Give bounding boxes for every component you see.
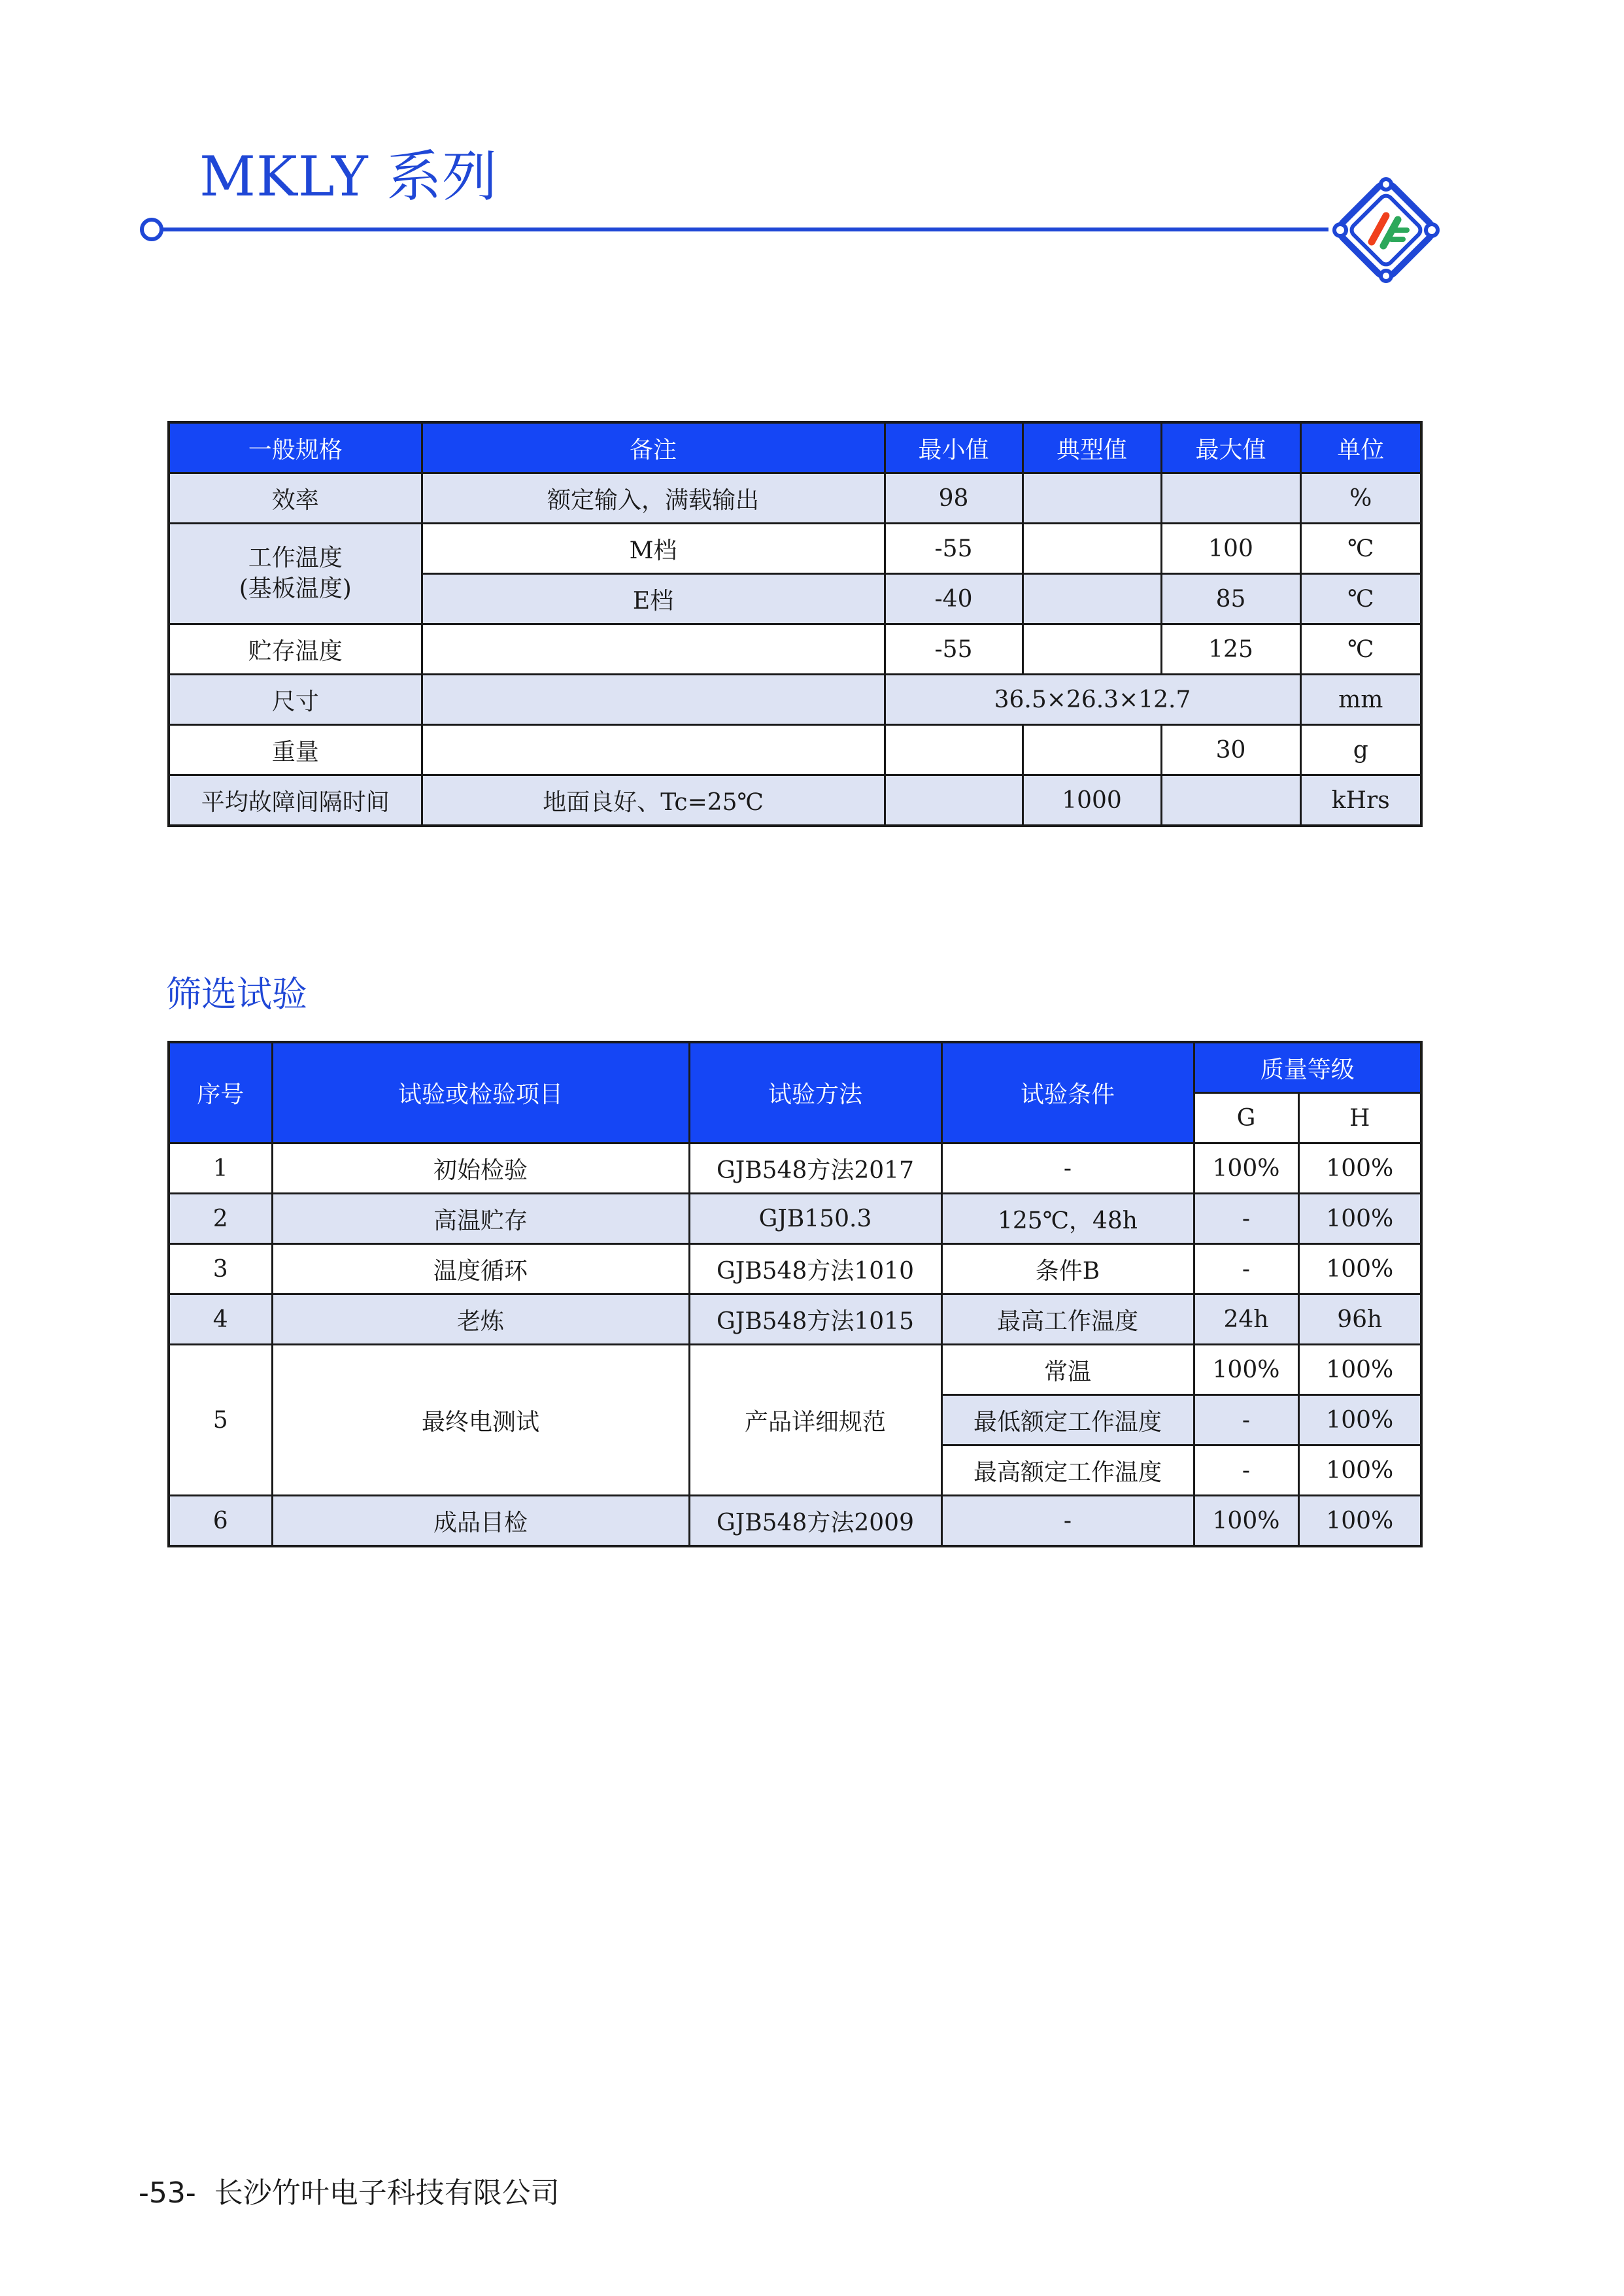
spec-param: 尺寸 <box>169 675 422 725</box>
spec-note <box>422 675 885 725</box>
header-method: 试验方法 <box>689 1042 941 1143</box>
screening-header-row <box>169 1042 1421 1093</box>
method-cell: GJB548方法1015 <box>689 1294 941 1345</box>
item-cell: 初始检验 <box>272 1143 689 1194</box>
spec-row-storage <box>169 624 1421 675</box>
grade-h-cell: 100% <box>1298 1445 1421 1496</box>
seq-cell: 1 <box>169 1143 272 1194</box>
seq-cell: 5 <box>169 1345 272 1496</box>
table-row <box>169 1194 1421 1244</box>
table-row <box>169 1244 1421 1294</box>
seq-cell: 2 <box>169 1194 272 1244</box>
spec-typ <box>1023 725 1161 775</box>
item-cell: 温度循环 <box>272 1244 689 1294</box>
condition-cell: 125℃，48h <box>941 1194 1194 1244</box>
spec-min <box>885 725 1023 775</box>
screening-table <box>167 1041 1423 1547</box>
spec-unit: mm <box>1300 675 1421 725</box>
method-cell: GJB548方法2017 <box>689 1143 941 1194</box>
spec-min: -40 <box>885 574 1023 624</box>
spec-table <box>167 421 1423 827</box>
method-cell: GJB548方法1010 <box>689 1244 941 1294</box>
header-condition: 试验条件 <box>941 1042 1194 1143</box>
spec-note <box>422 725 885 775</box>
header-rule <box>152 228 1328 231</box>
spec-typ <box>1023 473 1161 524</box>
method-cell: 产品详细规范 <box>689 1345 941 1496</box>
spec-unit: ℃ <box>1300 624 1421 675</box>
condition-cell: 条件B <box>941 1244 1194 1294</box>
grade-h-cell: 100% <box>1298 1194 1421 1244</box>
header-rule-dot <box>140 218 163 241</box>
grade-g-cell: 100% <box>1194 1143 1298 1194</box>
table-row <box>169 1143 1421 1194</box>
spec-row-op-temp-m <box>169 524 1421 574</box>
grade-g-cell: - <box>1194 1194 1298 1244</box>
condition-cell: - <box>941 1143 1194 1194</box>
grade-g-cell: - <box>1194 1244 1298 1294</box>
condition-cell: 最低额定工作温度 <box>941 1395 1194 1445</box>
spec-param: 贮存温度 <box>169 624 422 675</box>
spec-header-cell: 最大值 <box>1161 422 1300 473</box>
grade-h-cell: 100% <box>1298 1496 1421 1547</box>
condition-cell: 最高额定工作温度 <box>941 1445 1194 1496</box>
spec-max: 85 <box>1161 574 1300 624</box>
grade-h-cell: 100% <box>1298 1244 1421 1294</box>
spec-max <box>1161 473 1300 524</box>
header-grade: 质量等级 <box>1194 1042 1421 1093</box>
item-cell: 最终电测试 <box>272 1345 689 1496</box>
spec-header-cell: 典型值 <box>1023 422 1161 473</box>
spec-max: 30 <box>1161 725 1300 775</box>
condition-cell: - <box>941 1496 1194 1547</box>
seq-cell: 3 <box>169 1244 272 1294</box>
spec-header-cell: 一般规格 <box>169 422 422 473</box>
spec-dimensions: 36.5×26.3×12.7 <box>885 675 1300 725</box>
condition-cell: 最高工作温度 <box>941 1294 1194 1345</box>
spec-header-cell: 单位 <box>1300 422 1421 473</box>
spec-min: -55 <box>885 524 1023 574</box>
item-cell: 高温贮存 <box>272 1194 689 1244</box>
header-grade-h: H <box>1298 1093 1421 1143</box>
method-cell: GJB548方法2009 <box>689 1496 941 1547</box>
seq-cell: 6 <box>169 1496 272 1547</box>
spec-header-cell: 备注 <box>422 422 885 473</box>
spec-typ <box>1023 624 1161 675</box>
condition-cell: 常温 <box>941 1345 1194 1395</box>
company-name: 长沙竹叶电子科技有限公司 <box>214 2176 560 2210</box>
page-number: -53- <box>139 2176 196 2210</box>
table-row <box>169 1496 1421 1547</box>
spec-row-efficiency <box>169 473 1421 524</box>
grade-h-cell: 96h <box>1298 1294 1421 1345</box>
spec-typ <box>1023 574 1161 624</box>
spec-note <box>422 624 885 675</box>
grade-h-cell: 100% <box>1298 1143 1421 1194</box>
item-cell: 成品目检 <box>272 1496 689 1547</box>
grade-g-cell: 24h <box>1194 1294 1298 1345</box>
company-logo-icon <box>1321 165 1451 295</box>
spec-typ <box>1023 524 1161 574</box>
spec-header-row <box>169 422 1421 473</box>
spec-unit: ℃ <box>1300 574 1421 624</box>
spec-param: 工作温度 (基板温度) <box>169 524 422 624</box>
spec-header-cell: 最小值 <box>885 422 1023 473</box>
spec-unit: ℃ <box>1300 524 1421 574</box>
grade-g-cell: 100% <box>1194 1496 1298 1547</box>
grade-g-cell: - <box>1194 1395 1298 1445</box>
spec-max: 100 <box>1161 524 1300 574</box>
spec-typ: 1000 <box>1023 775 1161 826</box>
header-item: 试验或检验项目 <box>272 1042 689 1143</box>
series-title: MKLY 系列 <box>199 144 498 209</box>
spec-note: E档 <box>422 574 885 624</box>
spec-unit: % <box>1300 473 1421 524</box>
spec-note: M档 <box>422 524 885 574</box>
item-cell: 老炼 <box>272 1294 689 1345</box>
header-seq: 序号 <box>169 1042 272 1143</box>
spec-row-weight <box>169 725 1421 775</box>
spec-param: 重量 <box>169 725 422 775</box>
section-title-screening: 筛选试验 <box>166 973 307 1015</box>
spec-param: 平均故障间隔时间 <box>169 775 422 826</box>
spec-min <box>885 775 1023 826</box>
grade-h-cell: 100% <box>1298 1345 1421 1395</box>
spec-note: 额定输入，满载输出 <box>422 473 885 524</box>
page-footer <box>139 2169 560 2211</box>
table-row <box>169 1345 1421 1395</box>
grade-h-cell: 100% <box>1298 1395 1421 1445</box>
seq-cell: 4 <box>169 1294 272 1345</box>
spec-row-mtbf <box>169 775 1421 826</box>
spec-max <box>1161 775 1300 826</box>
spec-note: 地面良好、Tc=25℃ <box>422 775 885 826</box>
spec-param: 效率 <box>169 473 422 524</box>
grade-g-cell: 100% <box>1194 1345 1298 1395</box>
spec-unit: g <box>1300 725 1421 775</box>
header-grade-g: G <box>1194 1093 1298 1143</box>
spec-max: 125 <box>1161 624 1300 675</box>
spec-unit: kHrs <box>1300 775 1421 826</box>
spec-min: -55 <box>885 624 1023 675</box>
grade-g-cell: - <box>1194 1445 1298 1496</box>
table-row <box>169 1294 1421 1345</box>
spec-min: 98 <box>885 473 1023 524</box>
method-cell: GJB150.3 <box>689 1194 941 1244</box>
spec-row-size <box>169 675 1421 725</box>
